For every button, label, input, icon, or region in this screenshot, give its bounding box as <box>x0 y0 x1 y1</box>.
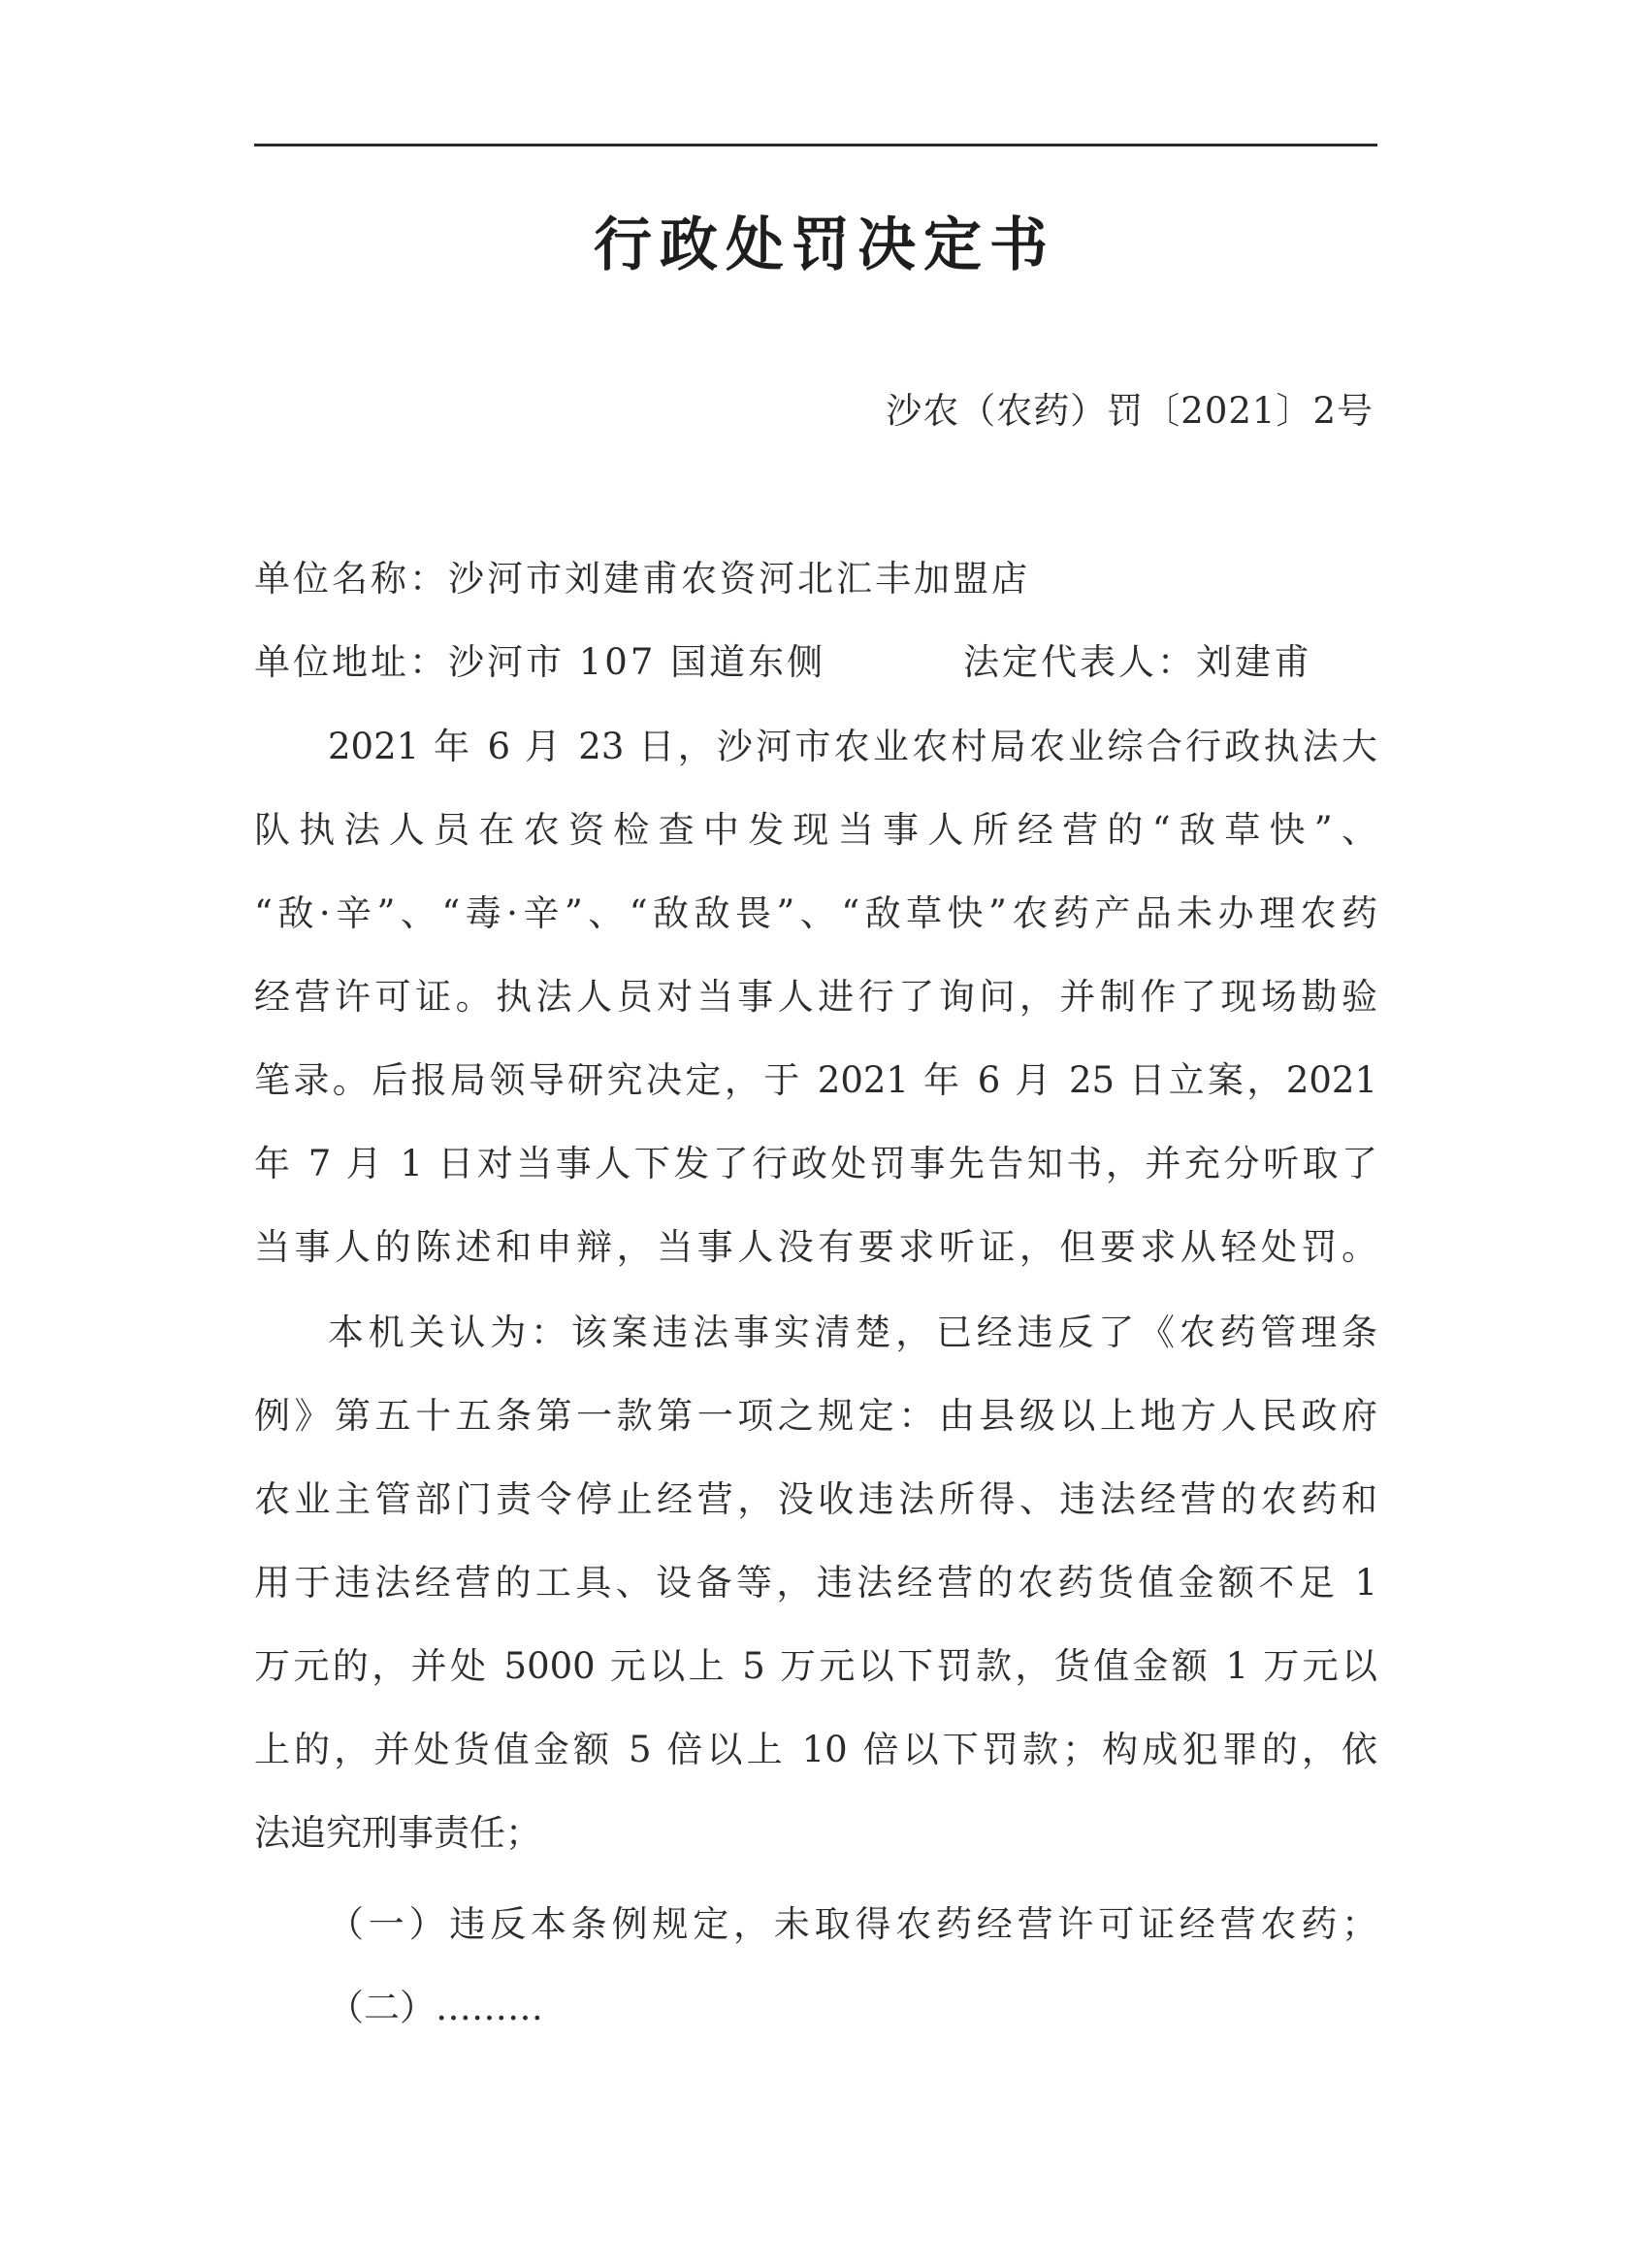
list-item: （二）……… <box>328 1987 543 2028</box>
paragraph1-line: 年 7 月 1 日对当事人下发了行政处罚事先告知书，并充分听取了 <box>254 1143 1377 1184</box>
paragraph2-line: 上的，并处货值金额 5 倍以上 10 倍以下罚款；构成犯罪的，依 <box>254 1729 1377 1770</box>
unit-address: 单位地址：沙河市 107 国道东侧 <box>254 641 826 683</box>
list-item: （一）违反本条例规定，未取得农药经营许可证经营农药； <box>328 1903 1377 1945</box>
paragraph2-line: 本机关认为：该案违法事实清楚，已经违反了《农药管理条 <box>328 1312 1377 1353</box>
paragraph1-line: 当事人的陈述和申辩，当事人没有要求听证，但要求从轻处罚。 <box>254 1226 1377 1268</box>
unit-name: 单位名称：沙河市刘建甫农资河北汇丰加盟店 <box>254 558 1030 599</box>
paragraph2-line: 用于违法经营的工具、设备等，违法经营的农药货值金额不足 1 <box>254 1562 1377 1604</box>
document-title: 行政处罚决定书 <box>594 211 1055 279</box>
header-rule <box>254 144 1377 146</box>
paragraph2-line: 法追究刑事责任； <box>254 1812 541 1854</box>
paragraph1-line: 经营许可证。执法人员对当事人进行了询问，并制作了现场勘验 <box>254 976 1377 1018</box>
paragraph2-line: 例》第五十五条第一款第一项之规定：由县级以上地方人民政府 <box>254 1395 1377 1437</box>
paragraph1-line: 2021 年 6 月 23 日，沙河市农业农村局农业综合行政执法大 <box>328 726 1377 767</box>
paragraph2-line: 万元的，并处 5000 元以上 5 万元以下罚款，货值金额 1 万元以 <box>254 1645 1377 1687</box>
paragraph2-line: 农业主管部门责令停止经营，没收违法所得、违法经营的农药和 <box>254 1478 1377 1520</box>
paragraph1-line: 队执法人员在农资检查中发现当事人所经营的“敌草快”、 <box>254 809 1377 851</box>
legal-representative: 法定代表人：刘建甫 <box>963 641 1312 683</box>
document-number: 沙农（农药）罚〔2021〕2号 <box>886 390 1374 432</box>
paragraph1-line: “敌·辛”、“毒·辛”、“敌敌畏”、“敌草快”农药产品未办理农药 <box>254 892 1377 934</box>
paragraph1-line: 笔录。后报局领导研究决定，于 2021 年 6 月 25 日立案，2021 <box>254 1059 1377 1101</box>
